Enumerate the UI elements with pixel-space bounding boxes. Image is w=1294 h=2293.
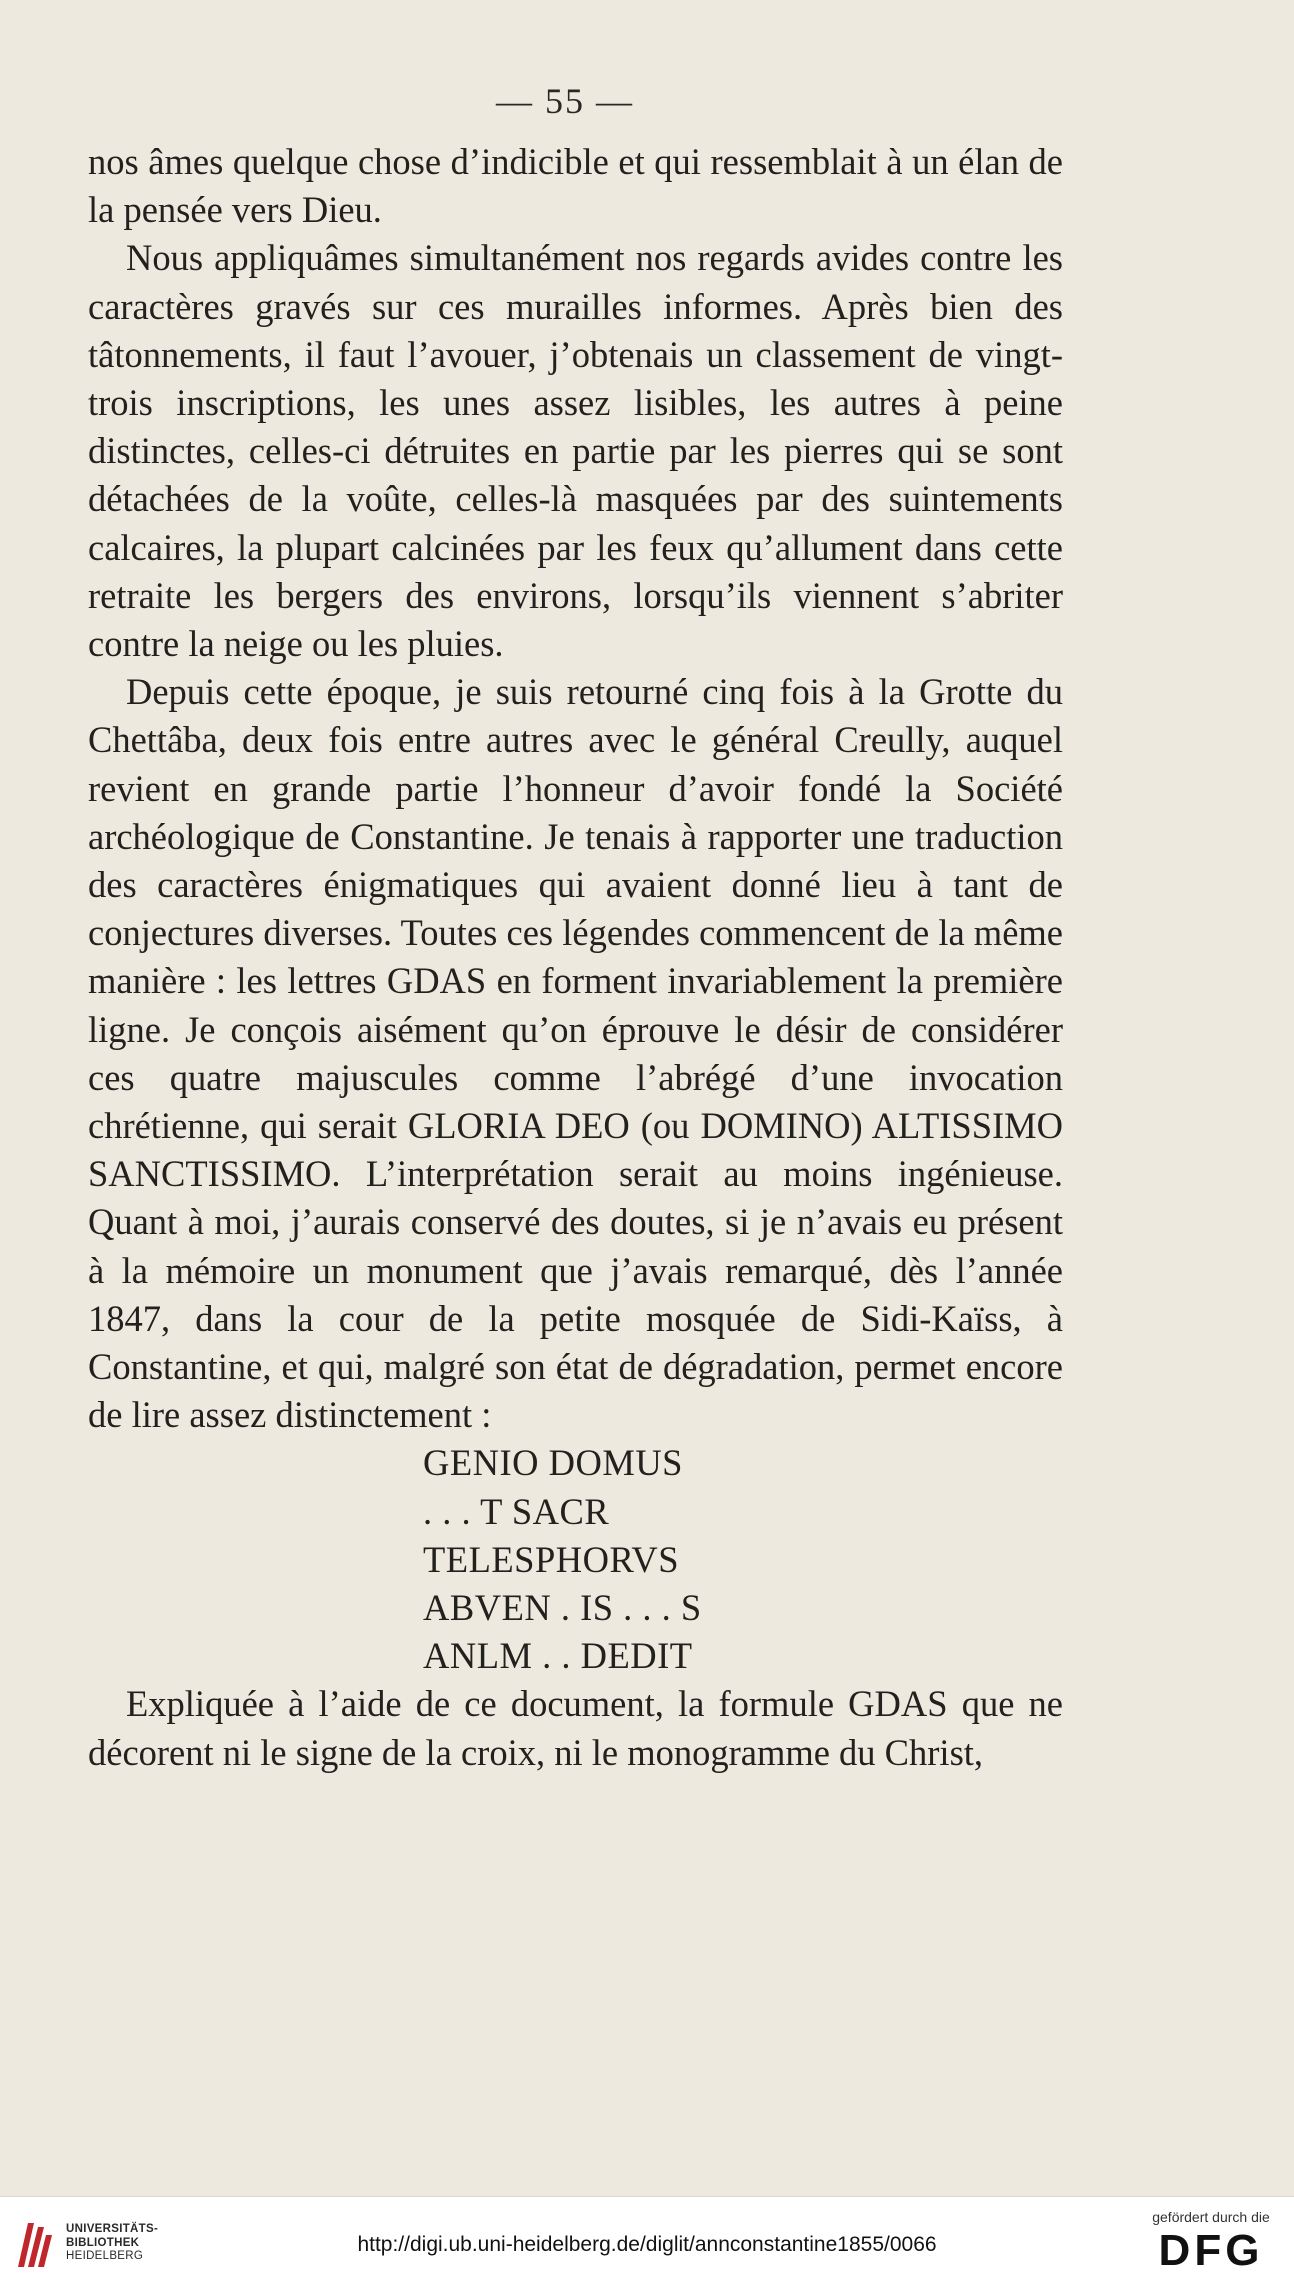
final-paragraph: Expliquée à l’aide de ce document, la formule GDAS que ne décorent ni le signe de la croix, ni le monogramme du Christ,	[88, 1683, 1063, 1773]
paragraph: Nous appliquâmes simultanément nos regards avides contre les caractères gravés sur ces murailles informes. Après bien des tâtonnements, il faut l’avouer, j’obtenais un classement de vingt-trois inscriptions, les unes assez lisibles, les autres à peine distinctes, celles-ci détruites en partie par les pierres qui se sont détachées de la voûte, celles-là masquées par des suintements calcaires, la plupart calcinées par les feux qu’allument dans cette retraite les bergers des environs, lorsqu’ils viennent s’abriter contre la neige ou les pluies.	[88, 237, 1063, 665]
inscription-line: TELESPHORVS	[423, 1538, 680, 1580]
library-name-line: UNIVERSITÄTS-	[66, 2223, 159, 2235]
funder-block	[1146, 2209, 1276, 2277]
inscription	[423, 1439, 1063, 1680]
footer-bar	[0, 2196, 1294, 2293]
dfg-logo: DFG	[1158, 2226, 1264, 2275]
inscription-line: . . . T SACR	[423, 1490, 610, 1532]
library-name-line: BIBLIOTHEK	[66, 2236, 140, 2249]
inscription-line: ANLM . . DEDIT	[423, 1635, 693, 1677]
body-text	[88, 138, 1063, 1777]
paragraph: Depuis cette époque, je suis retourné cinq fois à la Grotte du Chettâba, deux fois entre autres avec le général Creully, auquel revient en grande partie l’honneur d’avoir fondé la Société archéologique de Constantine. Je tenais à rapporter une traduction des caractères énigmatiques qui avaient donné lieu à tant de conjectures diverses. Toutes ces légendes commencent de la même manière : les lettres GDAS en forment invariablement la première ligne. Je conçois aisément qu’on éprouve le désir de considérer ces quatre majuscules comme l’abrégé d’une invocation chrétienne, qui serait GLORIA DEO (ou DOMINO) ALTISSIMO SANCTISSIMO. L’interprétation serait au moins ingénieuse. Quant à moi, j’aurais conservé des doutes, si je n’avais eu présent à la mémoire un monument que j’avais remarqué, dès l’année 1847, dans la cour de la petite mosquée de Sidi-Kaïss, à Constantine, et qui, malgré son état de dégradation, permet encore de lire assez distinctement :	[88, 671, 1063, 1436]
inscription-line: ABVEN . IS . . . S	[423, 1587, 702, 1629]
permalink-url[interactable]: http://digi.ub.uni-heidelberg.de/diglit/annconstantine1855/0066	[357, 2233, 937, 2256]
library-name-line: HEIDELBERG	[66, 2250, 144, 2262]
funding-caption: gefördert durch die	[1152, 2209, 1270, 2225]
paragraph: nos âmes quelque chose d’indicible et qui ressemblait à un élan de la pensée vers Dieu.	[88, 141, 1063, 231]
inscription-line: GENIO DOMUS	[423, 1442, 683, 1484]
page-number: — 55 —	[496, 81, 634, 121]
